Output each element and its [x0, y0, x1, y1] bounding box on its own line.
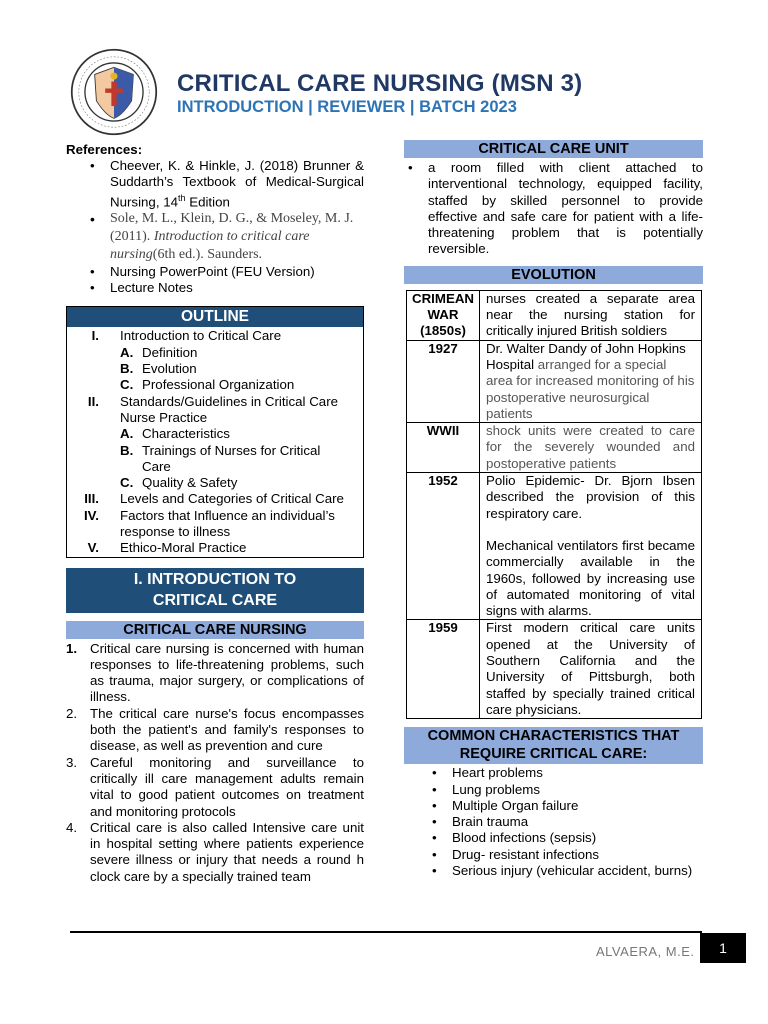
characteristics-heading: COMMON CHARACTERISTICS THAT REQUIRE CRITICAL CARE:	[404, 727, 703, 764]
intro-section-banner: I. INTRODUCTION TO CRITICAL CARE	[66, 568, 364, 613]
document-subtitle: INTRODUCTION | REVIEWER | BATCH 2023	[177, 98, 517, 116]
outline-list	[67, 327, 363, 556]
evolution-row	[407, 423, 702, 473]
outline-subitem: B. Trainings of Nurses for Critical Care	[120, 442, 321, 474]
evolution-table	[406, 290, 702, 719]
outline-item: III. Levels and Categories of Critical Care	[84, 491, 344, 507]
evolution-desc: Polio Epidemic- Dr. Bjorn Ibsen described the provision of this respiratory care. Mechanical ventilators first became commercially available in the 1960s, followed by increasing use of automated monitoring of vital signs with alarms.	[480, 473, 702, 620]
ccn-item: 3. Careful monitoring and surveillance to critically ill care management adults remain vital to good patient outcomes on treatment and monitoring protocols	[66, 754, 364, 819]
footer-author: ALVAERA, M.E.	[596, 944, 695, 959]
reference-item: • Cheever, K. & Hinkle, J. (2018) Brunner & Suddarth’s Textbook of Medical-Surgical Nursing, 14th Edition	[110, 158, 364, 210]
document-title: CRITICAL CARE NURSING (MSN 3)	[177, 70, 583, 97]
ccn-heading: CRITICAL CARE NURSING	[66, 621, 364, 639]
left-column	[66, 142, 364, 885]
outline-item: IV. Factors that Influence an individual’s response to illness	[83, 507, 335, 539]
page-number: 1	[700, 933, 746, 963]
ccu-item: • a room filled with client attached to interventional technology, equipped facility, staffed by skilled personnel to provide effective and safe care for patient with a life-threatening problem that is potentially reversible.	[428, 160, 703, 258]
right-column	[404, 140, 703, 879]
references-heading: References:	[66, 142, 143, 157]
outline-subitem: B. Evolution	[120, 361, 197, 377]
outline-item: II. Standards/Guidelines in Critical Care Nurse Practice	[87, 393, 339, 425]
evolution-year: 1952	[407, 473, 480, 620]
outline-subitem: C. Professional Organization	[120, 377, 295, 393]
ccu-list	[404, 160, 703, 258]
ccn-list	[66, 641, 364, 885]
ccu-heading: CRITICAL CARE UNIT	[404, 140, 703, 158]
characteristic-item: • Blood infections (sepsis)	[452, 830, 703, 846]
ccn-item: 4. Critical care is also called Intensive care unit in hospital setting where patients experience severe illness or injury that needs a round h clock care by a specially trained team	[66, 819, 364, 884]
outline-subitem: A. Characteristics	[120, 426, 230, 442]
reference-item: • Lecture Notes	[110, 280, 364, 296]
characteristics-list	[404, 765, 703, 879]
evolution-row	[407, 620, 702, 719]
outline-item: I. Introduction to Critical Care	[91, 328, 282, 344]
characteristic-item: • Brain trauma	[452, 814, 703, 830]
outline-subitem: A. Definition	[120, 344, 198, 360]
evolution-year: WWII	[407, 423, 480, 473]
evolution-row	[407, 340, 702, 422]
evolution-year: 1959	[407, 620, 480, 719]
characteristic-item: • Heart problems	[452, 765, 703, 781]
ccn-item: 1. Critical care nursing is concerned with human responses to life-threatening problems, such as trauma, major surgery, or complications of illness.	[66, 640, 364, 705]
evolution-desc: shock units were created to care for the severely wounded and postoperative patients	[480, 423, 702, 473]
ccn-item: 2. The critical care nurse's focus encompasses both the patient's and family's responses to disease, as well as prevention and cure	[66, 705, 364, 754]
characteristic-item: • Multiple Organ failure	[452, 798, 703, 814]
evolution-heading: EVOLUTION	[404, 266, 703, 284]
evolution-year: 1927	[407, 340, 480, 422]
evolution-row	[407, 290, 702, 340]
outline-subitem: C. Quality & Safety	[120, 475, 238, 491]
evolution-desc: nurses created a separate area near the nursing station for critically injured British soldiers	[480, 290, 702, 340]
characteristic-item: • Lung problems	[452, 782, 703, 798]
evolution-year: CRIMEAN WAR (1850s)	[407, 290, 480, 340]
reference-item: • Nursing PowerPoint (FEU Version)	[110, 264, 364, 280]
university-seal-logo	[70, 48, 158, 136]
characteristic-item: • Drug- resistant infections	[452, 847, 703, 863]
reference-item: • Sole, M. L., Klein, D. G., & Moseley, M. J. (2011). Introduction to critical care nursing(6th ed.). Saunders.	[110, 210, 364, 264]
evolution-desc: Dr. Walter Dandy of John Hopkins Hospital arranged for a special area for increased monitoring of his postoperative neurosurgical patients	[480, 340, 702, 422]
footer-divider	[70, 931, 702, 933]
evolution-desc: First modern critical care units opened at the University of Southern California and the University of Pittsburgh, both staffed by specially trained critical care physicians.	[480, 620, 702, 719]
evolution-row	[407, 473, 702, 620]
outline-heading: OUTLINE	[67, 307, 363, 327]
references-list	[66, 158, 364, 296]
characteristic-item: • Serious injury (vehicular accident, burns)	[452, 863, 703, 879]
outline-box	[66, 306, 364, 557]
outline-item: V. Ethico-Moral Practice	[87, 540, 247, 556]
